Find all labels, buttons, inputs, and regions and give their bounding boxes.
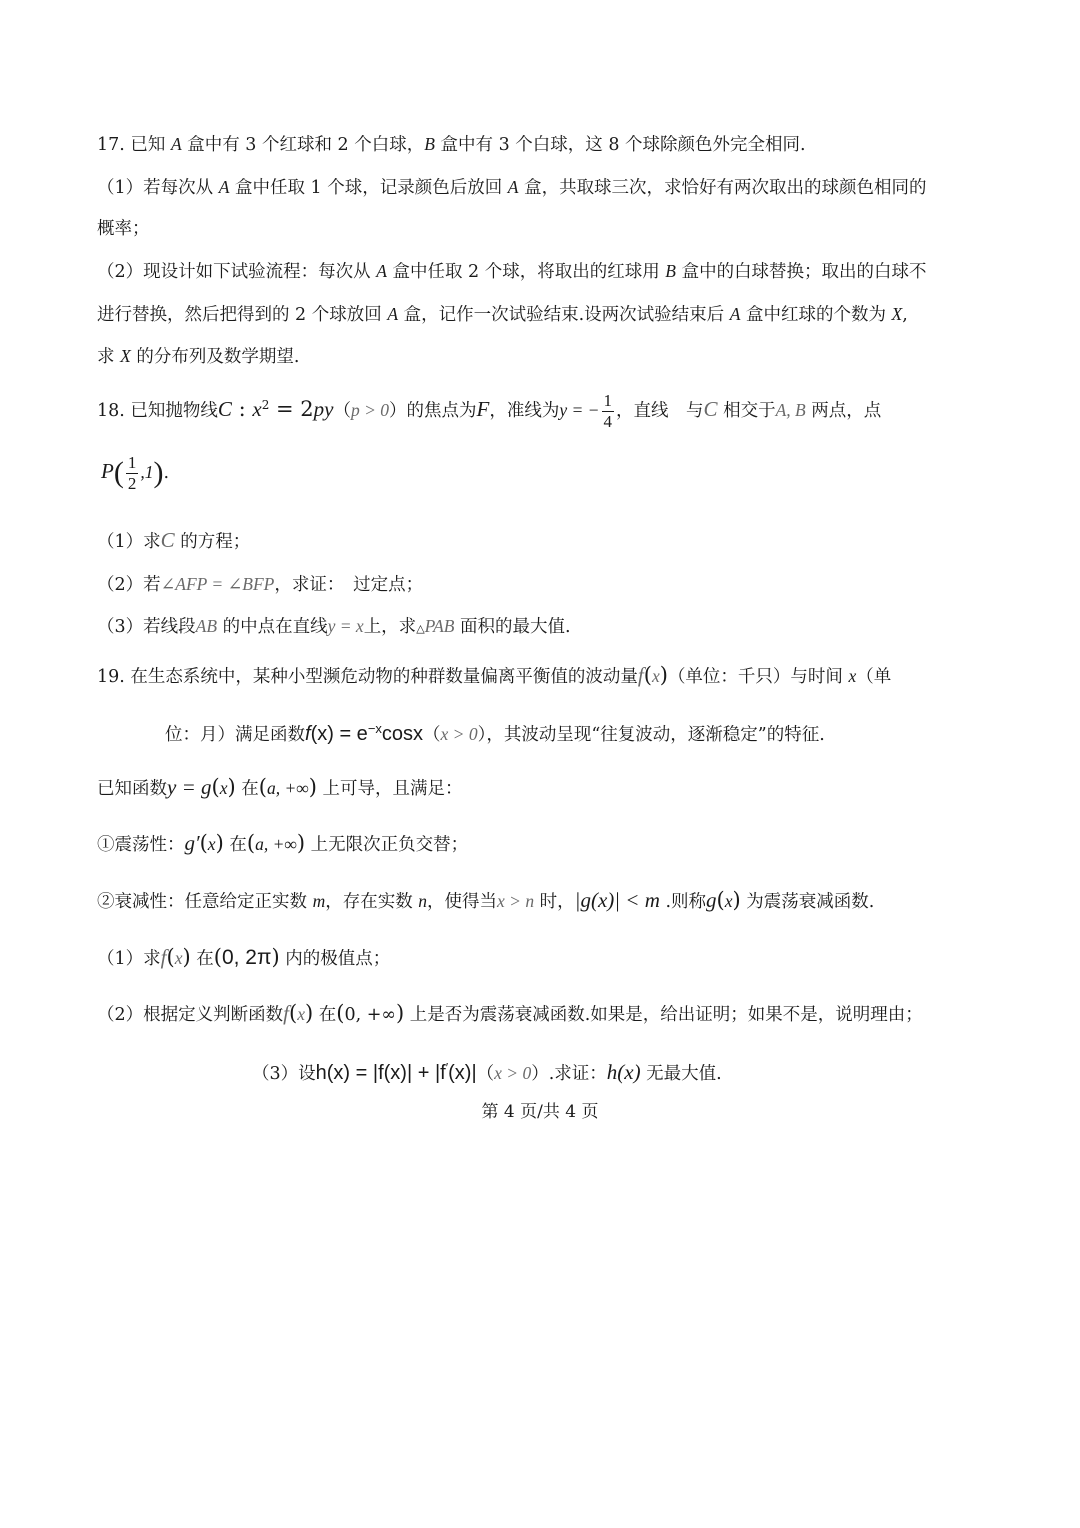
text: 17. 已知 <box>97 135 171 155</box>
text: （ <box>423 724 441 745</box>
math: n <box>418 891 428 911</box>
math: |g(x)| < m <box>574 888 660 912</box>
math: y = − <box>559 399 600 420</box>
math: A <box>218 177 230 197</box>
math: ) <box>732 888 741 912</box>
math: X <box>120 346 131 366</box>
q18-part1 <box>97 528 250 554</box>
math: x <box>724 891 733 911</box>
math: A <box>376 261 387 281</box>
math: a, +∞ <box>266 778 309 798</box>
text: 两点，点 <box>805 400 882 421</box>
text: 盒中的白球替换；取出的白球不 <box>676 262 927 282</box>
text: 为震荡衰减函数. <box>740 892 875 912</box>
math: x <box>174 948 183 968</box>
numerator: 1 <box>127 453 137 472</box>
q17-part1-line1 <box>97 175 927 200</box>
math: ∠AFP = ∠BFP <box>160 574 275 594</box>
math: ) <box>215 831 224 855</box>
text: （单位：千只）与时间 <box>667 667 849 687</box>
text: 18. 已知抛物线 <box>97 400 218 421</box>
math: g <box>706 888 717 912</box>
text: ，准线为 <box>489 400 560 421</box>
text: 求 <box>97 347 121 367</box>
q18-point <box>101 447 169 497</box>
text: 进行替换，然后把得到的 2 个球放回 <box>97 305 388 325</box>
math: ,1 <box>140 462 154 482</box>
math: AB <box>195 616 218 636</box>
text: ）的焦点为 <box>389 400 477 421</box>
math: C <box>160 528 175 552</box>
q17-part2-line2 <box>97 302 908 327</box>
math: ) <box>308 775 317 799</box>
q19-part3 <box>252 1056 722 1086</box>
math: f <box>637 663 644 687</box>
math-condition: p > 0 <box>350 399 390 420</box>
text: （1）求 <box>97 532 161 552</box>
q17-part1-line2 <box>97 217 150 241</box>
math: B <box>665 261 676 281</box>
math: B <box>424 134 435 154</box>
math: x <box>207 834 216 854</box>
math-condition: x > 0 <box>440 723 478 744</box>
text: ②衰减性：任意给定正实数 <box>97 892 313 912</box>
text: 盒中有 3 个白球，这 8 个球除颜色外完全相同. <box>434 135 806 155</box>
math: cosx <box>381 722 424 745</box>
text: ，直线 与 <box>616 400 704 421</box>
math: A, B <box>775 399 806 420</box>
math: f <box>283 1001 289 1025</box>
text: 时， <box>534 892 575 912</box>
math: x > n <box>497 891 535 911</box>
math: y = x <box>327 616 364 636</box>
math: ) <box>659 663 668 687</box>
math: (x) = e <box>310 722 368 745</box>
math: A <box>729 304 741 324</box>
math: g′ <box>184 831 200 855</box>
math: C <box>217 396 232 421</box>
text: （单 <box>856 667 892 687</box>
math: P <box>101 459 114 483</box>
text: ），其波动呈现“往复波动，逐渐稳定”的特征. <box>477 724 825 745</box>
text: ，求证： 过定点； <box>274 575 424 595</box>
text: ）.求证： <box>531 1063 607 1084</box>
text: 相交于 <box>717 400 776 421</box>
math: C <box>703 396 718 421</box>
denominator: 2 <box>127 474 137 493</box>
math: F <box>476 396 490 421</box>
q19-definition <box>97 775 463 801</box>
math: ) <box>395 1001 405 1025</box>
math: : <box>231 396 253 421</box>
text: 盒，共取球三次，求恰好有两次取出的球颜色相同的 <box>518 178 927 198</box>
math: A <box>387 304 399 324</box>
fraction-one-half <box>126 453 139 494</box>
math: x <box>651 666 660 686</box>
math: ) <box>227 775 236 799</box>
q19-part1 <box>97 945 390 971</box>
math: X <box>891 304 903 324</box>
math: x <box>297 1004 305 1024</box>
text: 盒中任取 2 个球，将取出的红球用 <box>386 262 666 282</box>
text: 的方程； <box>174 532 251 552</box>
math: A <box>170 134 182 154</box>
math: ( <box>246 831 256 855</box>
q18-part2 <box>97 572 423 597</box>
q19-stem-line1 <box>97 663 891 689</box>
math: f <box>160 945 167 969</box>
text: 位：月）满足函数 <box>165 724 305 745</box>
math: ) <box>304 1001 314 1025</box>
text: 上，求 <box>363 617 417 637</box>
q17-part2-line1 <box>97 259 927 284</box>
text: 盒中红球的个数为 <box>740 305 892 325</box>
math: h(x) = |f(x)| + |f <box>315 1061 446 1084</box>
text: 在 <box>190 949 214 969</box>
text: 的中点在直线 <box>217 617 328 637</box>
text: 面积的最大值. <box>454 617 571 637</box>
math: ) <box>296 831 306 855</box>
text: （1）若每次从 <box>97 178 219 198</box>
text: 盒中任取 1 个球，记录颜色后放回 <box>229 178 508 198</box>
text: , <box>902 305 908 325</box>
math: (x)| <box>448 1061 477 1084</box>
math: x <box>219 778 228 798</box>
page-footer: 第 4 页/共 4 页 <box>481 1102 599 1122</box>
q17-stem <box>97 132 806 157</box>
math-condition: x > 0 <box>494 1062 532 1083</box>
math: = 2 <box>269 396 314 421</box>
text: （1）求 <box>97 949 161 969</box>
math: ) <box>271 945 280 969</box>
math: ( <box>258 775 267 799</box>
math: ( <box>336 1001 345 1025</box>
math: f <box>305 722 311 745</box>
text: 内的极值点； <box>279 949 391 969</box>
math-prime: ′ <box>445 1060 449 1075</box>
math: y = g <box>167 775 212 799</box>
q18-part3 <box>97 614 571 641</box>
text: ，存在实数 <box>325 892 419 912</box>
text: 在 <box>313 1005 337 1025</box>
text: .则称 <box>659 892 707 912</box>
text: （3）设 <box>252 1063 316 1084</box>
q19-decay-property <box>97 888 874 914</box>
math: A <box>507 177 519 197</box>
text: 上无限次正负交替； <box>305 835 469 855</box>
math: py <box>313 396 334 421</box>
triangle-symbol: △ <box>416 622 425 635</box>
text: 盒中有 3 个红球和 2 个白球， <box>181 135 425 155</box>
text: 的分布列及数学期望. <box>130 347 300 367</box>
text: 概率； <box>97 219 150 239</box>
text: ①震荡性： <box>97 835 185 855</box>
math: x <box>252 396 262 421</box>
math: ( <box>166 945 175 969</box>
math: x <box>848 666 857 686</box>
text: 在 <box>235 779 259 799</box>
text: 盒，记作一次试验结束.设两次试验结束后 <box>398 305 730 325</box>
text: . <box>163 463 170 483</box>
math-exponent: −x <box>367 721 382 736</box>
fraction-one-quarter <box>602 391 615 432</box>
math: 0, +∞ <box>344 1005 396 1025</box>
left-paren: ( <box>113 456 124 489</box>
math: ( <box>716 888 725 912</box>
denominator: 4 <box>603 411 612 431</box>
text: 已知函数 <box>97 779 167 799</box>
q19-part2 <box>97 1001 923 1027</box>
math: ( <box>213 945 222 969</box>
text: （3）若线段 <box>97 617 196 637</box>
text: （ <box>476 1063 495 1084</box>
math-superscript: 2 <box>261 398 270 412</box>
q19-stem-line2 <box>165 717 825 747</box>
math: m <box>312 891 326 911</box>
text: （2）根据定义判断函数 <box>97 1005 284 1025</box>
q19-oscillation-property <box>97 831 468 857</box>
numerator: 1 <box>603 390 612 410</box>
text: 在 <box>223 835 247 855</box>
text: 上可导，且满足： <box>316 779 463 799</box>
math: ( <box>211 775 220 799</box>
math: ( <box>643 663 652 687</box>
math: h(x) <box>606 1059 641 1084</box>
math: PAB <box>424 616 455 636</box>
math: a, +∞ <box>255 834 297 854</box>
q17-part2-line3 <box>97 344 299 369</box>
text: 上是否为震荡衰减函数.如果是，给出证明；如果不是，说明理由； <box>404 1005 923 1025</box>
math: 0, 2π <box>221 946 272 969</box>
text: （2）若 <box>97 575 161 595</box>
text: （2）现设计如下试验流程：每次从 <box>97 262 377 282</box>
text: ，使得当 <box>427 892 498 912</box>
math: ( <box>199 831 208 855</box>
text: （ <box>333 400 351 421</box>
right-paren: ) <box>153 456 164 489</box>
q18-stem <box>97 383 881 433</box>
text: 19. 在生态系统中，某种小型濒危动物的种群数量偏离平衡值的波动量 <box>97 667 638 687</box>
math: ( <box>288 1001 298 1025</box>
math: ) <box>182 945 191 969</box>
text: 无最大值. <box>640 1063 722 1084</box>
